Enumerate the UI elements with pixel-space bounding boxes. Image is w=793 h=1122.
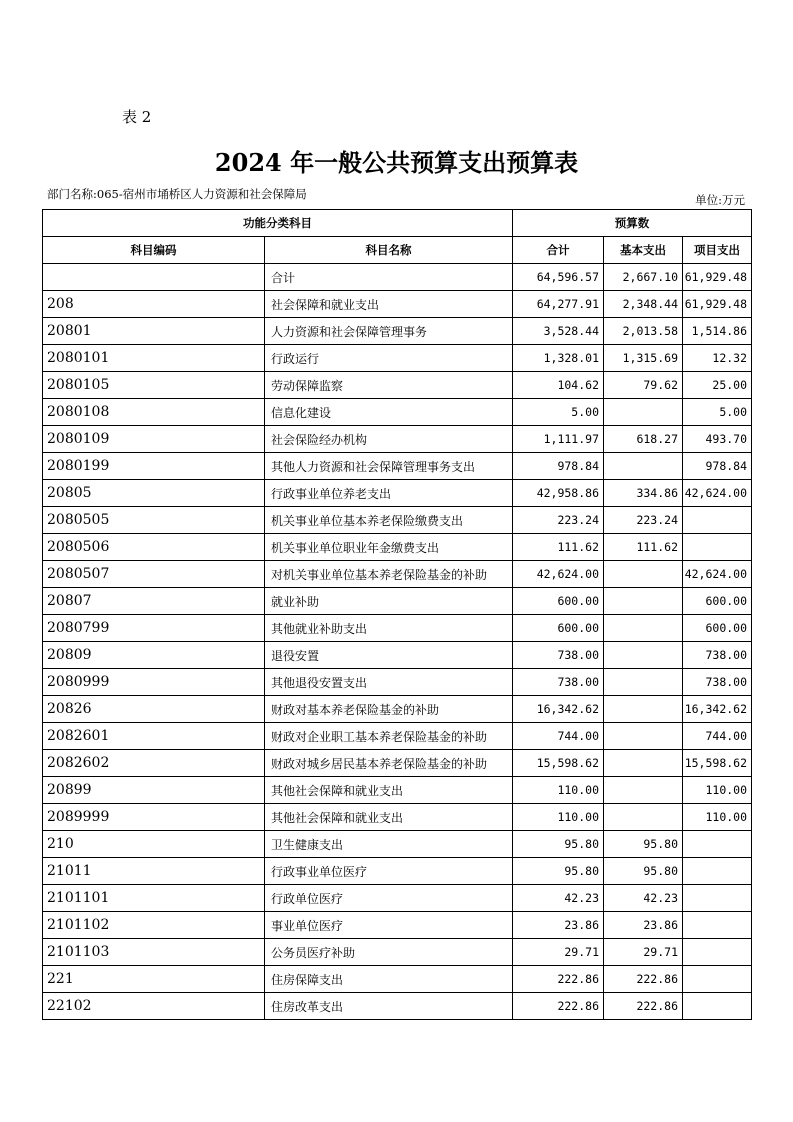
- budget-table-body: [43, 264, 752, 1020]
- subject-code-cell: 20809: [43, 642, 265, 669]
- subject-code-cell: 2101102: [43, 912, 265, 939]
- subject-name-cell: 其他社会保障和就业支出: [265, 777, 513, 804]
- basic-expenditure-cell: [604, 561, 683, 588]
- subject-name-cell: 对机关事业单位基本养老保险基金的补助: [265, 561, 513, 588]
- table-row: [43, 912, 752, 939]
- department-name: 部门名称:065-宿州市埇桥区人力资源和社会保障局: [47, 187, 307, 201]
- table-row: [43, 615, 752, 642]
- project-expenditure-cell: [683, 507, 752, 534]
- project-expenditure-cell: 5.00: [683, 399, 752, 426]
- total-amount-cell: 64,596.57: [513, 264, 604, 291]
- subject-name-cell: 退役安置: [265, 642, 513, 669]
- project-expenditure-cell: [683, 912, 752, 939]
- total-amount-cell: 42,958.86: [513, 480, 604, 507]
- project-expenditure-cell: 25.00: [683, 372, 752, 399]
- table-row: [43, 534, 752, 561]
- subject-name-cell: 社会保险经办机构: [265, 426, 513, 453]
- total-amount-cell: 95.80: [513, 858, 604, 885]
- project-expenditure-cell: 600.00: [683, 588, 752, 615]
- basic-expenditure-cell: 79.62: [604, 372, 683, 399]
- subject-name-cell: 其他就业补助支出: [265, 615, 513, 642]
- total-amount-cell: 111.62: [513, 534, 604, 561]
- project-expenditure-cell: [683, 939, 752, 966]
- table-row: [43, 669, 752, 696]
- subject-name-cell: 人力资源和社会保障管理事务: [265, 318, 513, 345]
- page-title: 2024 年一般公共预算支出预算表: [214, 148, 579, 177]
- project-expenditure-cell: [683, 966, 752, 993]
- project-expenditure-cell: 61,929.48: [683, 291, 752, 318]
- subject-code-cell: 21011: [43, 858, 265, 885]
- subject-name-cell: 财政对企业职工基本养老保险基金的补助: [265, 723, 513, 750]
- subject-name-cell: 卫生健康支出: [265, 831, 513, 858]
- total-amount-cell: 600.00: [513, 588, 604, 615]
- subject-code-cell: 2089999: [43, 804, 265, 831]
- table-row: [43, 318, 752, 345]
- table-row: [43, 264, 752, 291]
- basic-expenditure-cell: 222.86: [604, 966, 683, 993]
- basic-expenditure-cell: [604, 642, 683, 669]
- subject-code-cell: 2080109: [43, 426, 265, 453]
- table-row: [43, 291, 752, 318]
- project-expenditure-cell: 600.00: [683, 615, 752, 642]
- basic-expenditure-cell: [604, 750, 683, 777]
- subject-name-cell: 公务员医疗补助: [265, 939, 513, 966]
- subject-code-cell: 2080999: [43, 669, 265, 696]
- subject-name-cell: 住房改革支出: [265, 993, 513, 1020]
- basic-expenditure-cell: [604, 669, 683, 696]
- total-amount-cell: 110.00: [513, 777, 604, 804]
- basic-expenditure-cell: 111.62: [604, 534, 683, 561]
- header-budget-amount: 预算数: [513, 210, 752, 237]
- header-basic-expenditure: 基本支出: [604, 237, 683, 264]
- subject-name-cell: 劳动保障监察: [265, 372, 513, 399]
- subject-code-cell: 2080199: [43, 453, 265, 480]
- subject-code-cell: 2082602: [43, 750, 265, 777]
- basic-expenditure-cell: 95.80: [604, 831, 683, 858]
- subject-name-cell: 事业单位医疗: [265, 912, 513, 939]
- total-amount-cell: 222.86: [513, 993, 604, 1020]
- basic-expenditure-cell: 42.23: [604, 885, 683, 912]
- total-amount-cell: 95.80: [513, 831, 604, 858]
- basic-expenditure-cell: [604, 399, 683, 426]
- subject-code-cell: 2101101: [43, 885, 265, 912]
- basic-expenditure-cell: [604, 453, 683, 480]
- subject-code-cell: 221: [43, 966, 265, 993]
- table-row: [43, 588, 752, 615]
- table-row: [43, 480, 752, 507]
- subject-name-cell: 信息化建设: [265, 399, 513, 426]
- subject-code-cell: 2080507: [43, 561, 265, 588]
- subject-name-cell: 行政单位医疗: [265, 885, 513, 912]
- table-row: [43, 372, 752, 399]
- table-row: [43, 723, 752, 750]
- project-expenditure-cell: 738.00: [683, 669, 752, 696]
- subject-name-cell: 行政运行: [265, 345, 513, 372]
- table-row: [43, 750, 752, 777]
- total-amount-cell: 29.71: [513, 939, 604, 966]
- basic-expenditure-cell: [604, 804, 683, 831]
- table-row: [43, 777, 752, 804]
- project-expenditure-cell: [683, 885, 752, 912]
- basic-expenditure-cell: 29.71: [604, 939, 683, 966]
- budget-table: [42, 209, 752, 1020]
- total-amount-cell: 738.00: [513, 642, 604, 669]
- project-expenditure-cell: 744.00: [683, 723, 752, 750]
- table-row: [43, 507, 752, 534]
- table-row: [43, 939, 752, 966]
- subject-code-cell: 208: [43, 291, 265, 318]
- subject-code-cell: 2080105: [43, 372, 265, 399]
- subject-code-cell: 2080108: [43, 399, 265, 426]
- header-subject-name: 科目名称: [265, 237, 513, 264]
- table-row: [43, 345, 752, 372]
- header-total: 合计: [513, 237, 604, 264]
- project-expenditure-cell: 493.70: [683, 426, 752, 453]
- project-expenditure-cell: [683, 858, 752, 885]
- subject-name-cell: 行政事业单位医疗: [265, 858, 513, 885]
- table-row: [43, 453, 752, 480]
- subject-code-cell: 20805: [43, 480, 265, 507]
- project-expenditure-cell: 1,514.86: [683, 318, 752, 345]
- basic-expenditure-cell: [604, 723, 683, 750]
- total-amount-cell: 42,624.00: [513, 561, 604, 588]
- basic-expenditure-cell: 1,315.69: [604, 345, 683, 372]
- subject-name-cell: 机关事业单位职业年金缴费支出: [265, 534, 513, 561]
- table-row: [43, 804, 752, 831]
- table-row: [43, 561, 752, 588]
- project-expenditure-cell: 42,624.00: [683, 480, 752, 507]
- subject-code-cell: 20801: [43, 318, 265, 345]
- table-row: [43, 696, 752, 723]
- subject-name-cell: 住房保障支出: [265, 966, 513, 993]
- subject-code-cell: 20899: [43, 777, 265, 804]
- subject-code-cell: 2082601: [43, 723, 265, 750]
- total-amount-cell: 223.24: [513, 507, 604, 534]
- table-row: [43, 426, 752, 453]
- basic-expenditure-cell: 2,667.10: [604, 264, 683, 291]
- project-expenditure-cell: [683, 534, 752, 561]
- subject-name-cell: 社会保障和就业支出: [265, 291, 513, 318]
- basic-expenditure-cell: 334.86: [604, 480, 683, 507]
- total-amount-cell: 42.23: [513, 885, 604, 912]
- table-number: 表 2: [122, 108, 152, 126]
- basic-expenditure-cell: 223.24: [604, 507, 683, 534]
- subject-code-cell: 22102: [43, 993, 265, 1020]
- unit-label: 单位:万元: [695, 193, 745, 207]
- project-expenditure-cell: 16,342.62: [683, 696, 752, 723]
- table-row: [43, 858, 752, 885]
- project-expenditure-cell: [683, 993, 752, 1020]
- project-expenditure-cell: 42,624.00: [683, 561, 752, 588]
- basic-expenditure-cell: 2,348.44: [604, 291, 683, 318]
- subject-name-cell: 其他人力资源和社会保障管理事务支出: [265, 453, 513, 480]
- basic-expenditure-cell: [604, 588, 683, 615]
- project-expenditure-cell: 978.84: [683, 453, 752, 480]
- basic-expenditure-cell: [604, 696, 683, 723]
- header-project-expenditure: 项目支出: [683, 237, 752, 264]
- project-expenditure-cell: 738.00: [683, 642, 752, 669]
- header-column-row: [43, 237, 752, 264]
- project-expenditure-cell: [683, 831, 752, 858]
- project-expenditure-cell: 61,929.48: [683, 264, 752, 291]
- project-expenditure-cell: 110.00: [683, 777, 752, 804]
- basic-expenditure-cell: 2,013.58: [604, 318, 683, 345]
- total-amount-cell: 16,342.62: [513, 696, 604, 723]
- subject-code-cell: 2080506: [43, 534, 265, 561]
- subject-code-cell: 210: [43, 831, 265, 858]
- total-amount-cell: 738.00: [513, 669, 604, 696]
- subject-code-cell: 20826: [43, 696, 265, 723]
- total-amount-cell: 15,598.62: [513, 750, 604, 777]
- table-row: [43, 399, 752, 426]
- total-amount-cell: 222.86: [513, 966, 604, 993]
- total-amount-cell: 1,111.97: [513, 426, 604, 453]
- table-row: [43, 966, 752, 993]
- total-amount-cell: 3,528.44: [513, 318, 604, 345]
- subject-name-cell: 行政事业单位养老支出: [265, 480, 513, 507]
- total-amount-cell: 23.86: [513, 912, 604, 939]
- basic-expenditure-cell: 618.27: [604, 426, 683, 453]
- total-amount-cell: 1,328.01: [513, 345, 604, 372]
- table-row: [43, 831, 752, 858]
- total-amount-cell: 5.00: [513, 399, 604, 426]
- header-group-row: [43, 210, 752, 237]
- basic-expenditure-cell: 222.86: [604, 993, 683, 1020]
- project-expenditure-cell: 12.32: [683, 345, 752, 372]
- total-amount-cell: 64,277.91: [513, 291, 604, 318]
- basic-expenditure-cell: 95.80: [604, 858, 683, 885]
- header-subject-code: 科目编码: [43, 237, 265, 264]
- table-row: [43, 642, 752, 669]
- subject-code-cell: 2080799: [43, 615, 265, 642]
- project-expenditure-cell: 15,598.62: [683, 750, 752, 777]
- subject-code-cell: 20807: [43, 588, 265, 615]
- total-amount-cell: 744.00: [513, 723, 604, 750]
- total-amount-cell: 978.84: [513, 453, 604, 480]
- table-row: [43, 885, 752, 912]
- basic-expenditure-cell: 23.86: [604, 912, 683, 939]
- total-amount-cell: 110.00: [513, 804, 604, 831]
- basic-expenditure-cell: [604, 615, 683, 642]
- subject-code-cell: [43, 264, 265, 291]
- total-amount-cell: 104.62: [513, 372, 604, 399]
- subject-name-cell: 就业补助: [265, 588, 513, 615]
- total-amount-cell: 600.00: [513, 615, 604, 642]
- subject-name-cell: 机关事业单位基本养老保险缴费支出: [265, 507, 513, 534]
- subject-code-cell: 2080505: [43, 507, 265, 534]
- subject-name-cell: 合计: [265, 264, 513, 291]
- subject-name-cell: 财政对城乡居民基本养老保险基金的补助: [265, 750, 513, 777]
- subject-name-cell: 财政对基本养老保险基金的补助: [265, 696, 513, 723]
- subject-name-cell: 其他退役安置支出: [265, 669, 513, 696]
- table-row: [43, 993, 752, 1020]
- project-expenditure-cell: 110.00: [683, 804, 752, 831]
- subject-code-cell: 2080101: [43, 345, 265, 372]
- subject-name-cell: 其他社会保障和就业支出: [265, 804, 513, 831]
- header-function-classification: 功能分类科目: [43, 210, 513, 237]
- basic-expenditure-cell: [604, 777, 683, 804]
- subject-code-cell: 2101103: [43, 939, 265, 966]
